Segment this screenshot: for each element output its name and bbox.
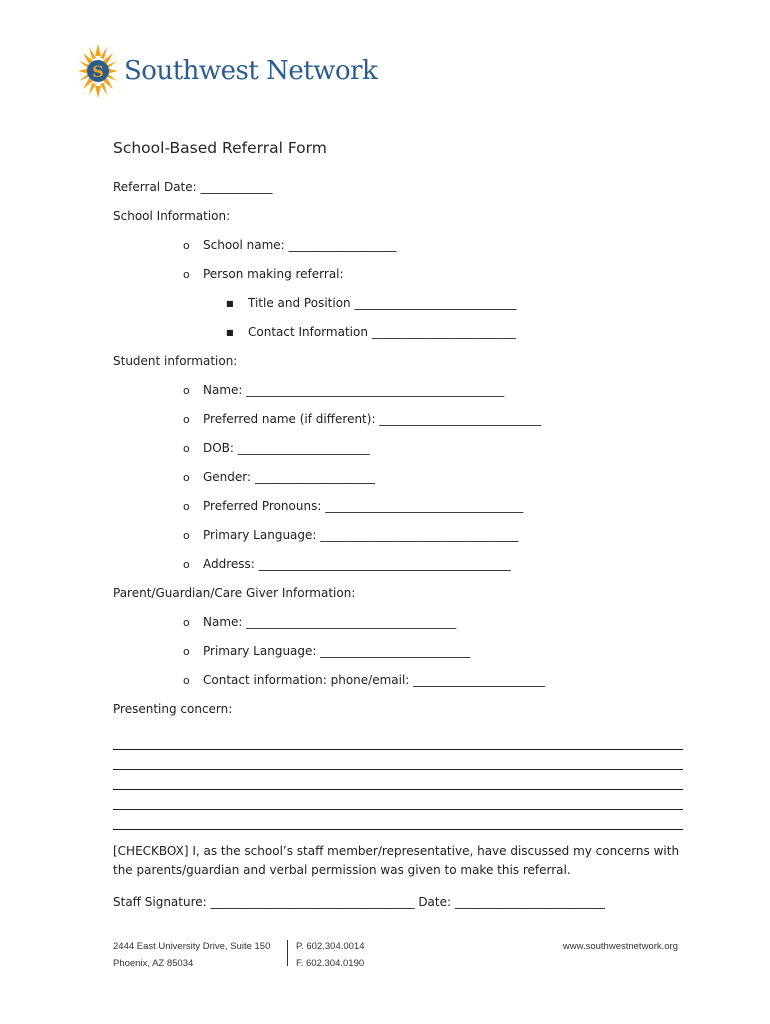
gender-field[interactable] <box>113 463 683 492</box>
logo-text: Southwest Network <box>124 56 378 86</box>
fax-number: F. 602.304.0190 <box>296 958 365 969</box>
parent-contact-field[interactable] <box>113 666 683 695</box>
pronouns-label: Preferred Pronouns: _________________________________ <box>203 499 524 513</box>
circle-bullet-icon: o <box>183 442 190 455</box>
contact-info-field[interactable] <box>113 318 683 347</box>
circle-bullet-icon: o <box>183 674 190 687</box>
student-name-field[interactable] <box>113 376 683 405</box>
sun-logo-icon <box>78 44 118 98</box>
form-body <box>113 137 683 912</box>
referral-date-field[interactable]: Referral Date: ____________ <box>113 180 273 194</box>
parent-name-label: Name: ___________________________________ <box>203 615 457 629</box>
circle-bullet-icon: o <box>183 413 190 426</box>
circle-bullet-icon: o <box>183 384 190 397</box>
circle-bullet-icon: o <box>183 558 190 571</box>
title-position-label: Title and Position ___________________________ <box>248 296 517 310</box>
preferred-name-field[interactable] <box>113 405 683 434</box>
circle-bullet-icon: o <box>183 471 190 484</box>
parent-language-label: Primary Language: _________________________ <box>203 644 471 658</box>
circle-bullet-icon: o <box>183 239 190 252</box>
gender-label: Gender: ____________________ <box>203 470 375 484</box>
dob-label: DOB: ______________________ <box>203 441 370 455</box>
primary-language-label: Primary Language: _________________________________ <box>203 528 519 542</box>
address-line-1: 2444 East University Drive, Suite 150 <box>113 941 271 952</box>
school-section-heading: School Information: <box>113 209 231 223</box>
student-name-label: Name: ___________________________________________ <box>203 383 505 397</box>
square-bullet-icon: ■ <box>226 299 234 308</box>
concern-section-heading: Presenting concern: <box>113 702 233 716</box>
school-name-label: School name: __________________ <box>203 238 397 252</box>
concern-line[interactable] <box>113 750 683 770</box>
form-title: School-Based Referral Form <box>113 139 327 157</box>
concern-text-area[interactable] <box>113 730 683 830</box>
student-section-heading: Student information: <box>113 354 238 368</box>
logo <box>78 44 377 98</box>
parent-name-field[interactable] <box>113 608 683 637</box>
circle-bullet-icon: o <box>183 616 190 629</box>
contact-info-label: Contact Information ________________________ <box>248 325 516 339</box>
website-link[interactable]: www.southwestnetwork.org <box>562 941 678 952</box>
title-position-field[interactable] <box>113 289 683 318</box>
footer-contact <box>296 938 365 972</box>
parent-language-field[interactable] <box>113 637 683 666</box>
phone-number: P. 602.304.0014 <box>296 941 365 952</box>
parent-section-heading: Parent/Guardian/Care Giver Information: <box>113 586 356 600</box>
footer <box>0 938 770 978</box>
circle-bullet-icon: o <box>183 268 190 281</box>
square-bullet-icon: ■ <box>226 328 234 337</box>
concern-line[interactable] <box>113 770 683 790</box>
footer-divider <box>287 940 288 966</box>
footer-address <box>113 938 270 972</box>
address-field[interactable] <box>113 550 683 579</box>
circle-bullet-icon: o <box>183 645 190 658</box>
address-line-2: Phoenix, AZ 85034 <box>113 958 194 969</box>
pronouns-field[interactable] <box>113 492 683 521</box>
circle-bullet-icon: o <box>183 500 190 513</box>
person-referral-label: Person making referral: <box>203 267 344 281</box>
concern-line[interactable] <box>113 730 683 750</box>
person-referral-item <box>113 260 683 289</box>
svg-text:S: S <box>92 62 104 81</box>
parent-contact-label: Contact information: phone/email: ______________________ <box>203 673 546 687</box>
permission-checkbox-statement[interactable]: [CHECKBOX] I, as the school’s staff member/representative, have discussed my concerns with the parents/guardian and verbal permission was given to make this referral. <box>113 844 680 877</box>
address-label: Address: __________________________________________ <box>203 557 511 571</box>
concern-line[interactable] <box>113 810 683 830</box>
concern-line[interactable] <box>113 790 683 810</box>
circle-bullet-icon: o <box>183 529 190 542</box>
school-name-field[interactable] <box>113 231 683 260</box>
signature-date-field[interactable]: Staff Signature: __________________________________ Date: _________________________ <box>113 895 605 909</box>
dob-field[interactable] <box>113 434 683 463</box>
preferred-name-label: Preferred name (if different): ___________________________ <box>203 412 542 426</box>
primary-language-field[interactable] <box>113 521 683 550</box>
